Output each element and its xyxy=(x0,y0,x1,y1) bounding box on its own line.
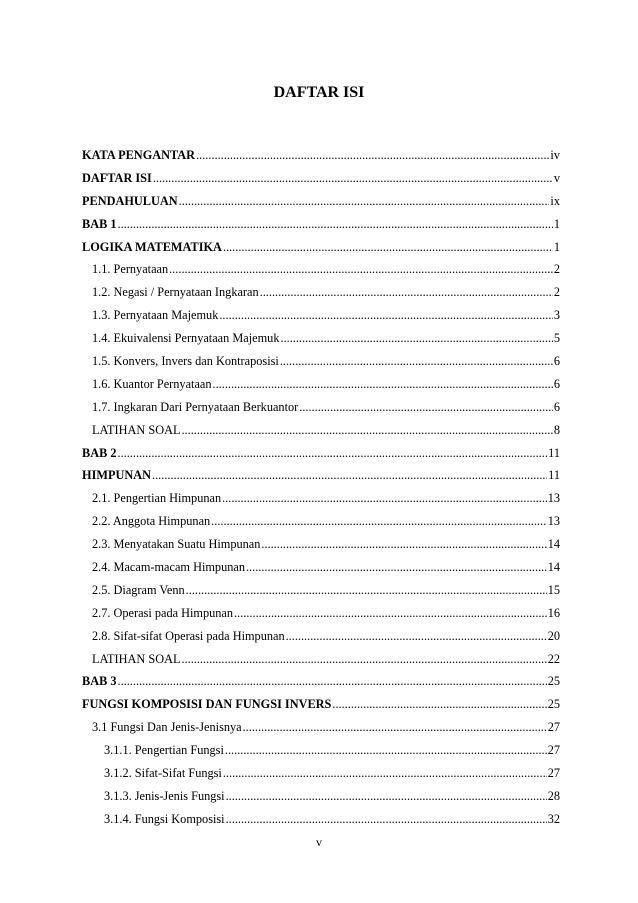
toc-entry-label: BAB 1 xyxy=(82,216,117,231)
toc-entry-page: 25 xyxy=(547,697,560,712)
toc-entry-label: 1.4. Ekuivalensi Pernyataan Majemuk xyxy=(92,331,280,346)
toc-entry xyxy=(82,720,560,743)
toc-entry-label: 1.6. Kuantor Pernyataan xyxy=(92,376,212,391)
toc-entry-page: 16 xyxy=(547,605,560,620)
toc-entry-page: 13 xyxy=(547,514,560,529)
toc-entry xyxy=(82,171,560,194)
toc-entry-label: 2.4. Macam-macam Himpunan xyxy=(92,560,245,575)
toc-entry xyxy=(82,217,560,240)
toc-entry xyxy=(82,262,560,285)
toc-entry-label: 2.3. Menyatakan Suatu Himpunan xyxy=(92,537,261,552)
toc-entry-label: 2.7. Operasi pada Himpunan xyxy=(92,605,234,620)
dot-leader xyxy=(118,674,547,689)
toc-entry-page: 27 xyxy=(547,766,560,781)
toc-entry-label: LATIHAN SOAL xyxy=(92,651,181,666)
toc-entry xyxy=(82,583,560,606)
dot-leader xyxy=(219,308,552,323)
toc-entry xyxy=(82,674,560,697)
toc-entry xyxy=(82,491,560,514)
toc-entry-label: DAFTAR ISI xyxy=(82,170,152,185)
dot-leader xyxy=(179,194,550,209)
dot-leader xyxy=(280,354,553,369)
dot-leader xyxy=(234,606,547,621)
dot-leader xyxy=(222,491,547,506)
toc-entry-label: 1.7. Ingkaran Dari Pernyataan Berkuantor xyxy=(92,399,299,414)
toc-entry-label: FUNGSI KOMPOSISI DAN FUNGSI INVERS xyxy=(82,697,332,712)
toc-entry-page: 3 xyxy=(553,308,560,323)
toc-entry xyxy=(82,446,560,469)
dot-leader xyxy=(153,171,553,186)
toc-entry-page: 5 xyxy=(553,331,560,346)
table-of-contents xyxy=(82,148,560,835)
dot-leader xyxy=(118,446,548,461)
toc-entry xyxy=(82,308,560,331)
toc-entry xyxy=(82,560,560,583)
toc-entry-page: 6 xyxy=(553,354,560,369)
toc-entry-page: 14 xyxy=(547,560,560,575)
toc-entry xyxy=(82,537,560,560)
toc-entry xyxy=(82,240,560,263)
toc-entry xyxy=(82,789,560,812)
toc-entry-label: HIMPUNAN xyxy=(82,468,151,483)
toc-entry-label: 3.1.1. Pengertian Fungsi xyxy=(104,743,224,758)
toc-entry-page: 11 xyxy=(548,445,560,460)
dot-leader xyxy=(246,560,547,575)
toc-entry-label: BAB 2 xyxy=(82,445,117,460)
toc-entry-label: 3.1 Fungsi Dan Jenis-Jenisnya xyxy=(92,720,242,735)
toc-entry-page: 27 xyxy=(547,720,560,735)
toc-entry-page: 27 xyxy=(547,743,560,758)
toc-entry-page: 13 xyxy=(547,491,560,506)
dot-leader xyxy=(181,652,546,667)
toc-entry-label: LOGIKA MATEMATIKA xyxy=(82,239,222,254)
toc-entry-label: 1.1. Pernyataan xyxy=(92,262,169,277)
toc-entry-label: 2.8. Sifat-sifat Operasi pada Himpunan xyxy=(92,628,285,643)
dot-leader xyxy=(226,812,547,827)
dot-leader xyxy=(243,720,547,735)
toc-entry xyxy=(82,400,560,423)
toc-entry xyxy=(82,606,560,629)
dot-leader xyxy=(213,377,553,392)
toc-entry xyxy=(82,377,560,400)
toc-entry-label: 2.5. Diagram Venn xyxy=(92,582,185,597)
page-number: v xyxy=(316,835,322,849)
toc-entry-page: 2 xyxy=(553,285,560,300)
toc-entry xyxy=(82,285,560,308)
dot-leader xyxy=(260,285,553,300)
dot-leader xyxy=(286,629,547,644)
toc-entry xyxy=(82,812,560,835)
toc-entry-page: 1 xyxy=(553,216,560,231)
toc-entry-page: 11 xyxy=(548,468,560,483)
toc-entry-label: 2.2. Anggota Himpunan xyxy=(92,514,211,529)
toc-entry-page: 8 xyxy=(553,422,560,437)
toc-entry xyxy=(82,514,560,537)
toc-entry xyxy=(82,148,560,171)
page-title: DAFTAR ISI xyxy=(273,84,365,101)
toc-entry-label: 1.2. Negasi / Pernyataan Ingkaran xyxy=(92,285,259,300)
toc-entry-page: 1 xyxy=(553,239,560,254)
toc-entry-page: 20 xyxy=(547,628,560,643)
dot-leader xyxy=(261,537,546,552)
toc-entry-page: 15 xyxy=(547,582,560,597)
toc-entry xyxy=(82,743,560,766)
dot-leader xyxy=(332,697,546,712)
toc-entry-page: 32 xyxy=(547,811,560,826)
toc-entry-page: ix xyxy=(550,193,560,208)
toc-entry-page: 6 xyxy=(553,399,560,414)
toc-entry-label: 3.1.2. Sifat-Sifat Fungsi xyxy=(104,766,222,781)
toc-entry-label: LATIHAN SOAL xyxy=(92,422,181,437)
dot-leader xyxy=(299,400,553,415)
toc-entry xyxy=(82,194,560,217)
toc-entry xyxy=(82,354,560,377)
toc-entry xyxy=(82,766,560,789)
dot-leader xyxy=(152,468,547,483)
dot-leader xyxy=(118,217,553,232)
dot-leader xyxy=(169,262,553,277)
toc-entry-page: 6 xyxy=(553,376,560,391)
dot-leader xyxy=(186,583,547,598)
toc-entry-label: 1.5. Konvers, Invers dan Kontraposisi xyxy=(92,354,279,369)
toc-entry-page: iv xyxy=(550,148,560,162)
toc-entry-page: 22 xyxy=(547,651,560,666)
dot-leader xyxy=(211,514,547,529)
toc-entry-page: 25 xyxy=(547,674,560,689)
toc-entry-page: 2 xyxy=(553,262,560,277)
toc-entry xyxy=(82,423,560,446)
toc-entry-label: 1.3. Pernyataan Majemuk xyxy=(92,308,219,323)
toc-entry xyxy=(82,331,560,354)
dot-leader xyxy=(196,148,549,163)
toc-entry xyxy=(82,697,560,720)
toc-entry-label: 3.1.4. Fungsi Komposisi xyxy=(104,811,225,826)
toc-entry-label: KATA PENGANTAR xyxy=(82,148,196,162)
dot-leader xyxy=(225,743,547,758)
toc-entry xyxy=(82,652,560,675)
dot-leader xyxy=(223,240,553,255)
toc-entry-label: 2.1. Pengertian Himpunan xyxy=(92,491,222,506)
dot-leader xyxy=(226,789,547,804)
dot-leader xyxy=(280,331,552,346)
toc-entry-label: 3.1.3. Jenis-Jenis Fungsi xyxy=(104,788,225,803)
dot-leader xyxy=(181,423,552,438)
toc-entry xyxy=(82,468,560,491)
dot-leader xyxy=(223,766,547,781)
toc-entry xyxy=(82,629,560,652)
toc-entry-page: v xyxy=(553,170,560,185)
toc-entry-page: 14 xyxy=(547,537,560,552)
toc-entry-page: 28 xyxy=(547,788,560,803)
toc-entry-label: PENDAHULUAN xyxy=(82,193,178,208)
toc-entry-label: BAB 3 xyxy=(82,674,117,689)
